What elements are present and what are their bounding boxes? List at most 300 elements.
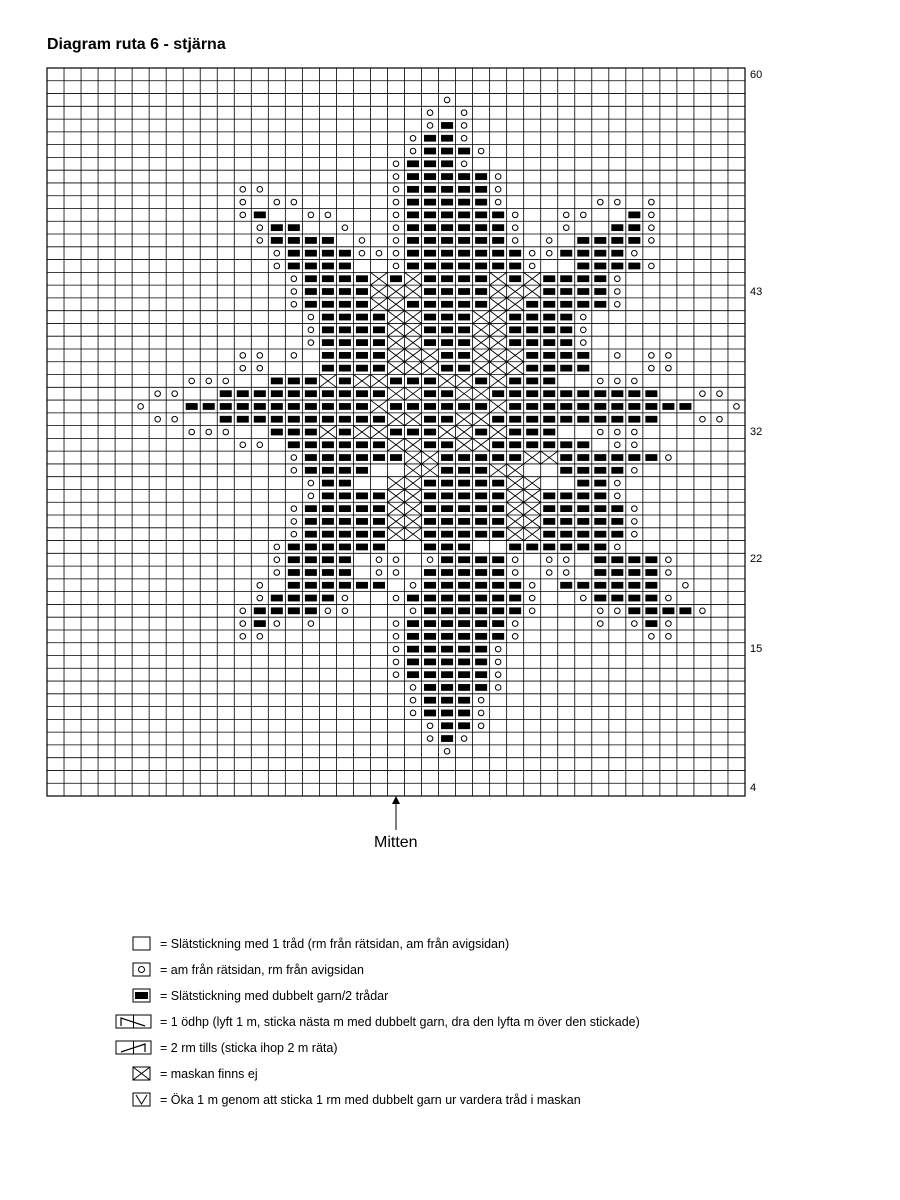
cell-double-yarn bbox=[373, 454, 385, 461]
cell-double-yarn bbox=[322, 326, 334, 333]
cell-double-yarn bbox=[441, 735, 453, 742]
cell-purl bbox=[666, 595, 672, 601]
cell-double-yarn bbox=[645, 403, 657, 410]
cell-double-yarn bbox=[322, 314, 334, 321]
cell-double-yarn bbox=[526, 326, 538, 333]
cell-purl bbox=[410, 135, 416, 141]
cell-double-yarn bbox=[424, 378, 436, 385]
cell-double-yarn bbox=[475, 224, 487, 231]
cell-double-yarn bbox=[407, 301, 419, 308]
cell-double-yarn bbox=[339, 505, 351, 512]
cell-double-yarn bbox=[271, 416, 283, 423]
cell-purl bbox=[461, 110, 467, 116]
cell-double-yarn bbox=[424, 263, 436, 270]
cell-purl bbox=[155, 391, 161, 397]
cell-double-yarn bbox=[322, 237, 334, 244]
cell-double-yarn bbox=[424, 173, 436, 180]
cell-double-yarn bbox=[322, 518, 334, 525]
cell-double-yarn bbox=[441, 352, 453, 359]
cell-double-yarn bbox=[594, 569, 606, 576]
cell-double-yarn bbox=[441, 531, 453, 538]
cell-purl bbox=[274, 570, 280, 576]
cell-double-yarn bbox=[305, 531, 317, 538]
cell-double-yarn bbox=[288, 416, 300, 423]
cell-purl bbox=[240, 187, 246, 193]
cell-double-yarn bbox=[305, 237, 317, 244]
cell-double-yarn bbox=[441, 633, 453, 640]
cell-double-yarn bbox=[475, 275, 487, 282]
cell-double-yarn bbox=[373, 544, 385, 551]
cell-double-yarn bbox=[356, 352, 368, 359]
cell-double-yarn bbox=[611, 595, 623, 602]
cell-double-yarn bbox=[611, 224, 623, 231]
cell-double-yarn bbox=[577, 237, 589, 244]
cell-purl bbox=[410, 608, 416, 614]
cell-double-yarn bbox=[628, 263, 640, 270]
cell-double-yarn bbox=[407, 237, 419, 244]
cell-purl bbox=[615, 442, 621, 448]
cell-purl bbox=[563, 212, 569, 218]
cell-double-yarn bbox=[305, 288, 317, 295]
cell-double-yarn bbox=[441, 263, 453, 270]
cell-double-yarn bbox=[611, 390, 623, 397]
cell-purl bbox=[478, 710, 484, 716]
cell-double-yarn bbox=[254, 620, 266, 627]
cell-double-yarn bbox=[424, 633, 436, 640]
cell-purl bbox=[410, 148, 416, 154]
cell-purl bbox=[666, 353, 672, 359]
cell-purl bbox=[257, 365, 263, 371]
cell-double-yarn bbox=[458, 199, 470, 206]
cell-double-yarn bbox=[492, 556, 504, 563]
cell-purl bbox=[666, 621, 672, 627]
cell-double-yarn bbox=[560, 518, 572, 525]
cell-double-yarn bbox=[424, 390, 436, 397]
cell-purl bbox=[615, 199, 621, 205]
cell-double-yarn bbox=[339, 301, 351, 308]
cell-double-yarn bbox=[203, 403, 215, 410]
cell-double-yarn bbox=[509, 378, 521, 385]
cell-double-yarn bbox=[305, 607, 317, 614]
cell-double-yarn bbox=[237, 390, 249, 397]
legend-text-v: = Öka 1 m genom att sticka 1 rm med dubbelt garn ur vardera tråd i maskan bbox=[160, 1093, 581, 1107]
cell-double-yarn bbox=[407, 186, 419, 193]
cell-purl bbox=[615, 378, 621, 384]
cell-double-yarn bbox=[560, 390, 572, 397]
cell-purl bbox=[393, 212, 399, 218]
cell-double-yarn bbox=[373, 582, 385, 589]
cell-double-yarn bbox=[373, 352, 385, 359]
cell-double-yarn bbox=[339, 250, 351, 257]
cell-double-yarn bbox=[356, 301, 368, 308]
legend-item-circle bbox=[115, 962, 815, 980]
cell-purl bbox=[393, 161, 399, 167]
cell-double-yarn bbox=[577, 250, 589, 257]
cell-double-yarn bbox=[475, 607, 487, 614]
cell-double-yarn bbox=[594, 237, 606, 244]
cell-double-yarn bbox=[458, 211, 470, 218]
cell-double-yarn bbox=[339, 390, 351, 397]
cell-purl bbox=[223, 429, 229, 435]
cell-double-yarn bbox=[645, 569, 657, 576]
cell-purl bbox=[291, 468, 297, 474]
legend-item-v bbox=[115, 1092, 815, 1110]
cell-double-yarn bbox=[424, 518, 436, 525]
cell-double-yarn bbox=[577, 531, 589, 538]
cell-double-yarn bbox=[407, 378, 419, 385]
cell-double-yarn bbox=[271, 237, 283, 244]
filled-square-icon bbox=[132, 988, 152, 1004]
cell-double-yarn bbox=[628, 582, 640, 589]
cell-double-yarn bbox=[628, 454, 640, 461]
cell-purl bbox=[257, 187, 263, 193]
cell-double-yarn bbox=[288, 237, 300, 244]
cell-double-yarn bbox=[611, 467, 623, 474]
cell-double-yarn bbox=[560, 365, 572, 372]
cell-double-yarn bbox=[475, 492, 487, 499]
cell-double-yarn bbox=[288, 556, 300, 563]
cell-double-yarn bbox=[594, 467, 606, 474]
cell-double-yarn bbox=[526, 314, 538, 321]
cell-double-yarn bbox=[458, 722, 470, 729]
cell-double-yarn bbox=[509, 544, 521, 551]
cell-double-yarn bbox=[407, 659, 419, 666]
cell-purl bbox=[649, 238, 655, 244]
legend-text-circle: = am från rätsidan, rm från avigsidan bbox=[160, 963, 364, 977]
cell-double-yarn bbox=[594, 263, 606, 270]
cell-double-yarn bbox=[441, 160, 453, 167]
cell-double-yarn bbox=[407, 429, 419, 436]
cell-double-yarn bbox=[339, 263, 351, 270]
row-label-15: 15 bbox=[750, 643, 763, 655]
cell-double-yarn bbox=[577, 365, 589, 372]
cell-purl bbox=[393, 621, 399, 627]
cell-double-yarn bbox=[339, 582, 351, 589]
cell-double-yarn bbox=[441, 275, 453, 282]
cell-double-yarn bbox=[441, 620, 453, 627]
cell-purl bbox=[597, 608, 603, 614]
cell-double-yarn bbox=[305, 301, 317, 308]
cell-double-yarn bbox=[441, 659, 453, 666]
cell-double-yarn bbox=[492, 454, 504, 461]
cell-double-yarn bbox=[424, 569, 436, 576]
cell-purl bbox=[615, 480, 621, 486]
cell-double-yarn bbox=[509, 595, 521, 602]
cell-double-yarn bbox=[611, 518, 623, 525]
cell-purl bbox=[529, 250, 535, 256]
cell-double-yarn bbox=[458, 620, 470, 627]
cell-double-yarn bbox=[373, 416, 385, 423]
cell-double-yarn bbox=[526, 339, 538, 346]
cell-double-yarn bbox=[441, 148, 453, 155]
cell-double-yarn bbox=[441, 518, 453, 525]
cell-purl bbox=[546, 250, 552, 256]
cell-double-yarn bbox=[322, 595, 334, 602]
cell-double-yarn bbox=[441, 671, 453, 678]
cell-double-yarn bbox=[492, 224, 504, 231]
cell-purl bbox=[495, 659, 501, 665]
cell-double-yarn bbox=[611, 403, 623, 410]
cell-double-yarn bbox=[424, 480, 436, 487]
cell-double-yarn bbox=[339, 556, 351, 563]
cell-purl bbox=[172, 391, 178, 397]
cell-double-yarn bbox=[475, 659, 487, 666]
cell-purl bbox=[632, 531, 638, 537]
empty-square-icon bbox=[132, 936, 152, 952]
cell-double-yarn bbox=[254, 403, 266, 410]
cell-purl bbox=[359, 250, 365, 256]
cell-purl bbox=[512, 212, 518, 218]
cell-double-yarn bbox=[611, 505, 623, 512]
cell-double-yarn bbox=[543, 314, 555, 321]
row-label-22: 22 bbox=[750, 553, 763, 565]
cell-purl bbox=[393, 659, 399, 665]
cell-double-yarn bbox=[424, 199, 436, 206]
cell-double-yarn bbox=[594, 275, 606, 282]
cell-purl bbox=[546, 238, 552, 244]
cell-double-yarn bbox=[645, 595, 657, 602]
cell-purl bbox=[308, 327, 314, 333]
cell-double-yarn bbox=[305, 263, 317, 270]
cell-double-yarn bbox=[560, 326, 572, 333]
cell-double-yarn bbox=[458, 697, 470, 704]
cell-double-yarn bbox=[628, 569, 640, 576]
cell-double-yarn bbox=[458, 492, 470, 499]
cell-double-yarn bbox=[339, 569, 351, 576]
cell-double-yarn bbox=[322, 505, 334, 512]
cell-double-yarn bbox=[577, 582, 589, 589]
center-arrow-icon bbox=[388, 796, 404, 832]
cell-double-yarn bbox=[322, 275, 334, 282]
cell-double-yarn bbox=[577, 544, 589, 551]
cell-purl bbox=[529, 263, 535, 269]
cell-purl bbox=[546, 570, 552, 576]
cell-double-yarn bbox=[458, 301, 470, 308]
cell-double-yarn bbox=[356, 505, 368, 512]
cell-double-yarn bbox=[339, 492, 351, 499]
legend-item-filled bbox=[115, 988, 815, 1006]
cell-purl bbox=[649, 353, 655, 359]
cell-double-yarn bbox=[407, 646, 419, 653]
cell-double-yarn bbox=[594, 480, 606, 487]
cell-purl bbox=[512, 570, 518, 576]
cell-double-yarn bbox=[543, 275, 555, 282]
cell-double-yarn bbox=[339, 275, 351, 282]
cell-double-yarn bbox=[322, 339, 334, 346]
cell-double-yarn bbox=[441, 467, 453, 474]
cell-double-yarn bbox=[458, 326, 470, 333]
cell-double-yarn bbox=[322, 416, 334, 423]
cell-double-yarn bbox=[305, 441, 317, 448]
cell-double-yarn bbox=[356, 365, 368, 372]
cell-double-yarn bbox=[458, 710, 470, 717]
cell-double-yarn bbox=[339, 378, 351, 385]
cell-double-yarn bbox=[458, 467, 470, 474]
cell-double-yarn bbox=[441, 544, 453, 551]
cell-purl bbox=[461, 135, 467, 141]
cell-double-yarn bbox=[322, 454, 334, 461]
cell-double-yarn bbox=[424, 582, 436, 589]
cell-purl bbox=[666, 557, 672, 563]
cell-double-yarn bbox=[424, 135, 436, 142]
cell-purl bbox=[393, 187, 399, 193]
cell-double-yarn bbox=[407, 250, 419, 257]
cell-purl bbox=[291, 199, 297, 205]
cell-purl bbox=[240, 621, 246, 627]
cell-double-yarn bbox=[390, 275, 402, 282]
cell-double-yarn bbox=[424, 595, 436, 602]
cell-double-yarn bbox=[339, 314, 351, 321]
cell-double-yarn bbox=[560, 314, 572, 321]
cell-purl bbox=[666, 455, 672, 461]
cell-purl bbox=[274, 621, 280, 627]
cell-double-yarn bbox=[492, 620, 504, 627]
cell-double-yarn bbox=[560, 250, 572, 257]
cell-purl bbox=[240, 212, 246, 218]
cell-double-yarn bbox=[305, 454, 317, 461]
cell-purl bbox=[649, 263, 655, 269]
cell-double-yarn bbox=[492, 237, 504, 244]
cell-double-yarn bbox=[339, 544, 351, 551]
cell-purl bbox=[546, 557, 552, 563]
cell-double-yarn bbox=[373, 390, 385, 397]
cell-purl bbox=[615, 429, 621, 435]
cell-double-yarn bbox=[509, 582, 521, 589]
cell-double-yarn bbox=[560, 467, 572, 474]
cell-double-yarn bbox=[458, 505, 470, 512]
cell-double-yarn bbox=[373, 365, 385, 372]
cell-double-yarn bbox=[288, 378, 300, 385]
cell-double-yarn bbox=[424, 671, 436, 678]
x-square-icon bbox=[132, 1066, 152, 1082]
cell-double-yarn bbox=[475, 646, 487, 653]
cell-double-yarn bbox=[594, 403, 606, 410]
cell-purl bbox=[580, 212, 586, 218]
cell-double-yarn bbox=[475, 467, 487, 474]
cell-double-yarn bbox=[339, 403, 351, 410]
cell-purl bbox=[427, 557, 433, 563]
cell-double-yarn bbox=[441, 224, 453, 231]
cell-purl bbox=[444, 748, 450, 754]
cell-double-yarn bbox=[526, 416, 538, 423]
cell-double-yarn bbox=[475, 454, 487, 461]
cell-purl bbox=[291, 301, 297, 307]
cell-double-yarn bbox=[543, 544, 555, 551]
cell-double-yarn bbox=[560, 301, 572, 308]
cell-double-yarn bbox=[475, 250, 487, 257]
cell-double-yarn bbox=[339, 365, 351, 372]
cell-purl bbox=[291, 455, 297, 461]
cell-double-yarn bbox=[475, 403, 487, 410]
cell-purl bbox=[444, 97, 450, 103]
cell-double-yarn bbox=[356, 467, 368, 474]
cell-double-yarn bbox=[441, 646, 453, 653]
cell-double-yarn bbox=[441, 607, 453, 614]
cell-double-yarn bbox=[356, 390, 368, 397]
cell-double-yarn bbox=[407, 199, 419, 206]
cell-double-yarn bbox=[458, 352, 470, 359]
cell-purl bbox=[274, 199, 280, 205]
cell-double-yarn bbox=[577, 416, 589, 423]
v-square-icon bbox=[132, 1092, 152, 1108]
cell-purl bbox=[512, 225, 518, 231]
cell-double-yarn bbox=[356, 275, 368, 282]
cell-double-yarn bbox=[441, 326, 453, 333]
cell-double-yarn bbox=[543, 518, 555, 525]
cell-purl bbox=[597, 199, 603, 205]
cell-double-yarn bbox=[288, 607, 300, 614]
cell-double-yarn bbox=[645, 454, 657, 461]
cell-double-yarn bbox=[492, 569, 504, 576]
cell-double-yarn bbox=[424, 186, 436, 193]
cell-double-yarn bbox=[458, 288, 470, 295]
cell-double-yarn bbox=[458, 518, 470, 525]
cell-double-yarn bbox=[424, 659, 436, 666]
cell-double-yarn bbox=[594, 556, 606, 563]
cell-double-yarn bbox=[220, 416, 232, 423]
cell-purl bbox=[632, 468, 638, 474]
cell-double-yarn bbox=[339, 416, 351, 423]
cell-double-yarn bbox=[611, 531, 623, 538]
cell-purl bbox=[495, 685, 501, 691]
cell-double-yarn bbox=[594, 301, 606, 308]
legend-item-x bbox=[115, 1066, 815, 1084]
cell-purl bbox=[393, 199, 399, 205]
row-label-60: 60 bbox=[750, 69, 763, 81]
cell-double-yarn bbox=[441, 173, 453, 180]
cell-double-yarn bbox=[305, 275, 317, 282]
cell-double-yarn bbox=[509, 403, 521, 410]
cell-double-yarn bbox=[458, 403, 470, 410]
cell-double-yarn bbox=[560, 505, 572, 512]
cell-double-yarn bbox=[458, 237, 470, 244]
cell-purl bbox=[717, 416, 723, 422]
cell-purl bbox=[717, 391, 723, 397]
cell-double-yarn bbox=[458, 224, 470, 231]
cell-double-yarn bbox=[543, 505, 555, 512]
cell-purl bbox=[649, 365, 655, 371]
cell-purl bbox=[291, 531, 297, 537]
cell-double-yarn bbox=[220, 403, 232, 410]
cell-double-yarn bbox=[611, 569, 623, 576]
cell-double-yarn bbox=[322, 403, 334, 410]
cell-double-yarn bbox=[424, 160, 436, 167]
cell-purl bbox=[615, 276, 621, 282]
cell-double-yarn bbox=[305, 429, 317, 436]
cell-double-yarn bbox=[288, 569, 300, 576]
cell-double-yarn bbox=[305, 250, 317, 257]
cell-double-yarn bbox=[560, 275, 572, 282]
cell-purl bbox=[580, 340, 586, 346]
cell-double-yarn bbox=[628, 595, 640, 602]
cell-double-yarn bbox=[407, 224, 419, 231]
cell-purl bbox=[274, 263, 280, 269]
cell-double-yarn bbox=[594, 518, 606, 525]
cell-double-yarn bbox=[424, 301, 436, 308]
cell-purl bbox=[393, 646, 399, 652]
cell-double-yarn bbox=[475, 263, 487, 270]
cell-double-yarn bbox=[492, 441, 504, 448]
cell-purl bbox=[495, 672, 501, 678]
cell-double-yarn bbox=[458, 454, 470, 461]
cell-double-yarn bbox=[373, 441, 385, 448]
cell-double-yarn bbox=[543, 339, 555, 346]
cell-double-yarn bbox=[662, 403, 674, 410]
cell-purl bbox=[427, 110, 433, 116]
cell-double-yarn bbox=[594, 595, 606, 602]
cell-double-yarn bbox=[407, 263, 419, 270]
cell-double-yarn bbox=[577, 441, 589, 448]
